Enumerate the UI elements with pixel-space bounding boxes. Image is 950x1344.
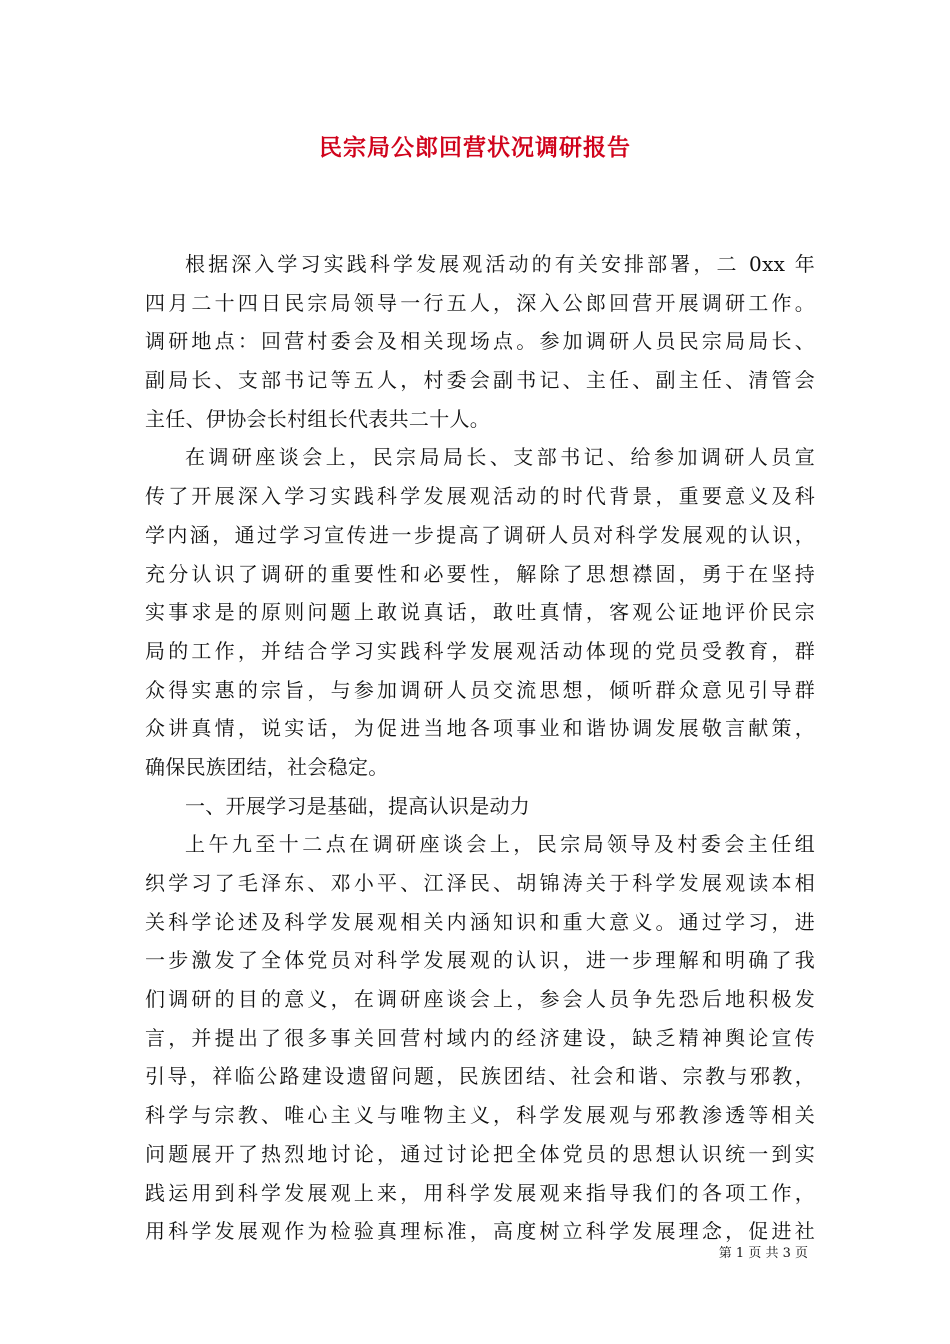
document-title: 民宗局公郎回营状况调研报告 <box>319 134 631 161</box>
document-body <box>145 245 815 1251</box>
paragraph-line: 确保民族团结，社会稳定。 <box>145 754 389 779</box>
paragraph-line: 关科学论述及科学发展观相关内涵知识和重大意义。通过学习，进 <box>145 909 815 934</box>
paragraph-line: 充分认识了调研的重要性和必要性，解除了思想襟固，勇于在坚持 <box>145 561 815 586</box>
paragraph-line: 们调研的目的意义，在调研座谈会上，参会人员争先恐后地积极发 <box>145 987 815 1012</box>
paragraph-line: 织学习了毛泽东、邓小平、江泽民、胡锦涛关于科学发展观读本相 <box>145 871 815 895</box>
paragraph-line: 四月二十四日民宗局领导一行五人，深入公郎回营开展调研工作。 <box>145 290 815 315</box>
paragraph-line: 践运用到科学发展观上来，用科学发展观来指导我们的各项工作， <box>145 1180 815 1205</box>
paragraph-line: 科学与宗教、唯心主义与唯物主义，科学发展观与邪教渗透等相关 <box>145 1103 815 1128</box>
paragraph-line: 副局长、支部书记等五人，村委会副书记、主任、副主任、清管会 <box>145 368 815 393</box>
paragraph-line: 引导，祥临公路建设遗留问题，民族团结、社会和谐、宗教与邪教， <box>145 1064 815 1089</box>
paragraph-line: 根据深入学习实践科学发展观活动的有关安排部署，二 0xx 年 <box>185 252 815 276</box>
paragraph-line: 调研地点：回营村委会及相关现场点。参加调研人员民宗局局长、 <box>145 329 815 354</box>
page-indicator: 第 1 页 共 3 页 <box>718 1246 808 1261</box>
paragraph-line: 主任、伊协会长村组长代表共二十人。 <box>145 406 491 431</box>
paragraph-line: 传了开展深入学习实践科学发展观活动的时代背景，重要意义及科 <box>145 484 815 509</box>
paragraph-line: 一步激发了全体党员对科学发展观的认识，进一步理解和明确了我 <box>145 948 815 973</box>
paragraph-line: 用科学发展观作为检验真理标准，高度树立科学发展理念，促进社 <box>145 1219 815 1244</box>
paragraph-line: 众得实惠的宗旨，与参加调研人员交流思想，倾听群众意见引导群 <box>145 677 815 702</box>
section-heading: 一、开展学习是基础，提高认识是动力 <box>185 793 531 818</box>
paragraph-line: 言，并提出了很多事关回营村域内的经济建设，缺乏精神舆论宣传 <box>145 1025 815 1050</box>
paragraph-line: 上午九至十二点在调研座谈会上，民宗局领导及村委会主任组 <box>185 832 815 857</box>
paragraph-line: 众讲真情，说实话，为促进当地各项事业和谐协调发展敬言献策， <box>145 716 815 741</box>
paragraph-line: 在调研座谈会上，民宗局局长、支部书记、给参加调研人员宣 <box>185 445 815 470</box>
paragraph-line: 问题展开了热烈地讨论，通过讨论把全体党员的思想认识统一到实 <box>145 1141 815 1166</box>
paragraph-line: 学内涵，通过学习宣传进一步提高了调研人员对科学发展观的认识， <box>145 522 815 547</box>
paragraph-line: 局的工作，并结合学习实践科学发展观活动体现的党员受教育，群 <box>145 638 815 663</box>
paragraph-line: 实事求是的原则问题上敢说真话，敢吐真情，客观公证地评价民宗 <box>145 600 815 625</box>
